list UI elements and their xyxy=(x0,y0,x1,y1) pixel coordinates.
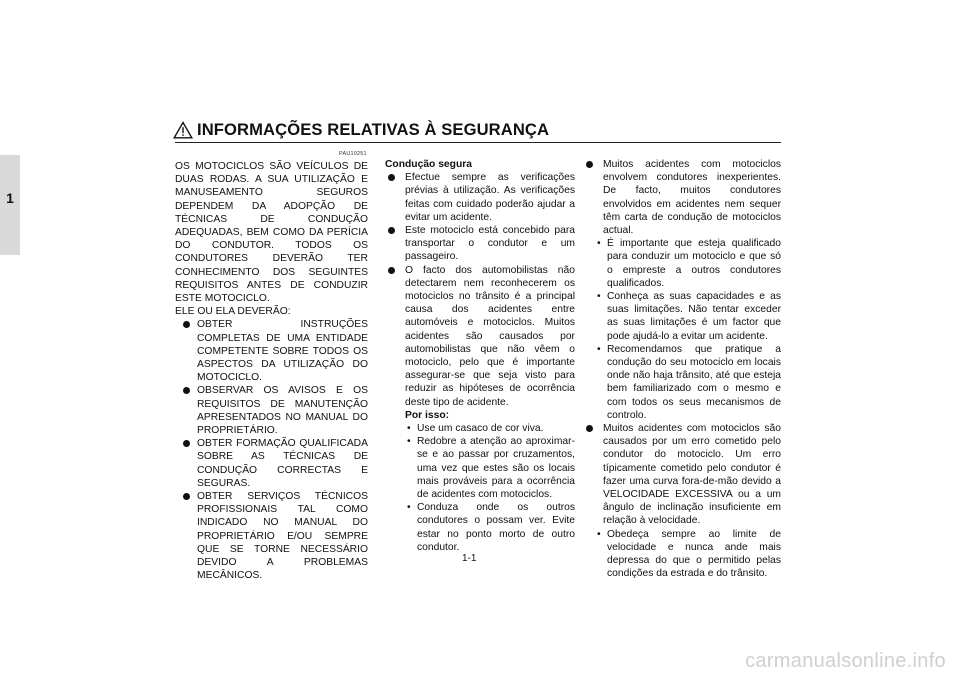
column-2 xyxy=(385,158,575,554)
page-title: INFORMAÇÕES RELATIVAS À SEGURANÇA xyxy=(197,120,550,139)
section-heading: Condução segura xyxy=(385,159,472,170)
list-item: • Recomendamos que pratique a condução do seu motociclo em locais onde não haja trânsito, até que esteja bem familiarizado com o mesmo e com todos os seus mecanismos de controlo. xyxy=(595,343,781,422)
sub-list xyxy=(595,528,781,581)
list-item-text: Muitos acidentes com motociclos envolvem condutores inexperientes. De facto, muitos condutores envolvidos em acidentes nem sequer têm carta de condução de motociclos actual. xyxy=(603,159,781,237)
list-item: • Use um casaco de cor viva. xyxy=(405,422,575,435)
list-item: O facto dos automobilistas não detectarem nem reconhecerem os motociclos no trânsito é a principal causa dos acidentes entre automóveis e motociclos. Muitos acidentes são causados por automobilistas que não vêem o motociclo, pelo que é importante assegurar-se que seja visto para reduzir as hipóteses de ocorrência deste tipo de acidente. xyxy=(385,264,575,409)
requirements-lead: ELE OU ELA DEVERÃO: xyxy=(175,306,291,318)
page-number: 1-1 xyxy=(462,553,477,564)
column-3 xyxy=(583,158,781,581)
therefore-label: Por isso: xyxy=(405,409,450,421)
intro-paragraph: OS MOTOCICLOS SÃO VEÍCULOS DE DUAS RODAS. A SUA UTILIZAÇÃO E MANUSEAMENTO SEGUROS DEPENDEM DA ADOPÇÃO DE TÉCNICAS DE CONDUÇÃO ADEQUADAS, BEM COMO DA PERÍCIA DO CONDUTOR. TODOS OS CONDUTORES DEVERÃO TER CONHECIMENTO DOS SEGUINTES REQUISITOS ANTES DE CONDUZIR ESTE MOTOCICLO. xyxy=(175,161,368,305)
list-item: Efectue sempre as verificações prévias à utilização. As verificações feitas com cuidado poderão ajudar a evitar um acidente. xyxy=(385,171,575,224)
list-item xyxy=(583,422,781,580)
list-item: OBTER INSTRUÇÕES COMPLETAS DE UMA ENTIDADE COMPETENTE SOBRE TODOS OS ASPECTOS DA UTILIZAÇÃO DO MOTOCICLO. xyxy=(175,318,368,384)
watermark: carmanualsonline.info xyxy=(745,650,946,672)
list-item: • Conduza onde os outros condutores o possam ver. Evite estar no ponto morto de outro condutor. xyxy=(405,501,575,554)
reference-code: PAU10251 xyxy=(339,151,367,157)
sub-list xyxy=(595,237,781,422)
safety-list xyxy=(385,171,575,409)
accidents-list xyxy=(583,158,781,581)
requirements-list xyxy=(175,318,368,582)
list-item-text: Muitos acidentes com motociclos são causados por um erro cometido pelo condutor do motociclo. Um erro típicamente cometido pelo condutor é fazer uma curva fora-de-mão devido a VELOCIDADE EXCESSIVA ou a um ângulo de inclinação insuficiente em relação à velocidade. xyxy=(603,423,781,527)
list-item: Este motociclo está concebido para transportar o condutor e um passageiro. xyxy=(385,224,575,264)
list-item xyxy=(583,158,781,422)
section-header xyxy=(175,120,781,143)
list-item: OBTER FORMAÇÃO QUALIFICADA SOBRE AS TÉCNICAS DE CONDUÇÃO CORRECTAS E SEGURAS. xyxy=(175,437,368,490)
list-item: • Conheça as suas capacidades e as suas limitações. Não tentar exceder as suas limitações é um factor que pode ajudá-lo a evitar um acidente. xyxy=(595,290,781,343)
list-item: OBSERVAR OS AVISOS E OS REQUISITOS DE MANUTENÇÃO APRESENTADOS NO MANUAL DO PROPRIETÁRIO. xyxy=(175,384,368,437)
therefore-list xyxy=(405,422,575,554)
warning-triangle-icon xyxy=(173,121,193,139)
list-item: • Obedeça sempre ao limite de velocidade e nunca ande mais depressa do que o permitido pelas condições da estrada e do trânsito. xyxy=(595,528,781,581)
chapter-number: 1 xyxy=(6,190,14,206)
column-1 xyxy=(175,160,368,583)
list-item: OBTER SERVIÇOS TÉCNICOS PROFISSIONAIS TAL COMO INDICADO NO MANUAL DO PROPRIETÁRIO E/OU SEMPRE QUE SE TORNE NECESSÁRIO DEVIDO A PROBLEMAS MECÂNICOS. xyxy=(175,490,368,582)
list-item: • É importante que esteja qualificado para conduzir um motociclo e que só o empreste a outros condutores qualificados. xyxy=(595,237,781,290)
list-item: • Redobre a atenção ao aproximar-se e ao passar por cruzamentos, uma vez que estes são os locais mais prováveis para a ocorrência de acidentes com motociclos. xyxy=(405,435,575,501)
